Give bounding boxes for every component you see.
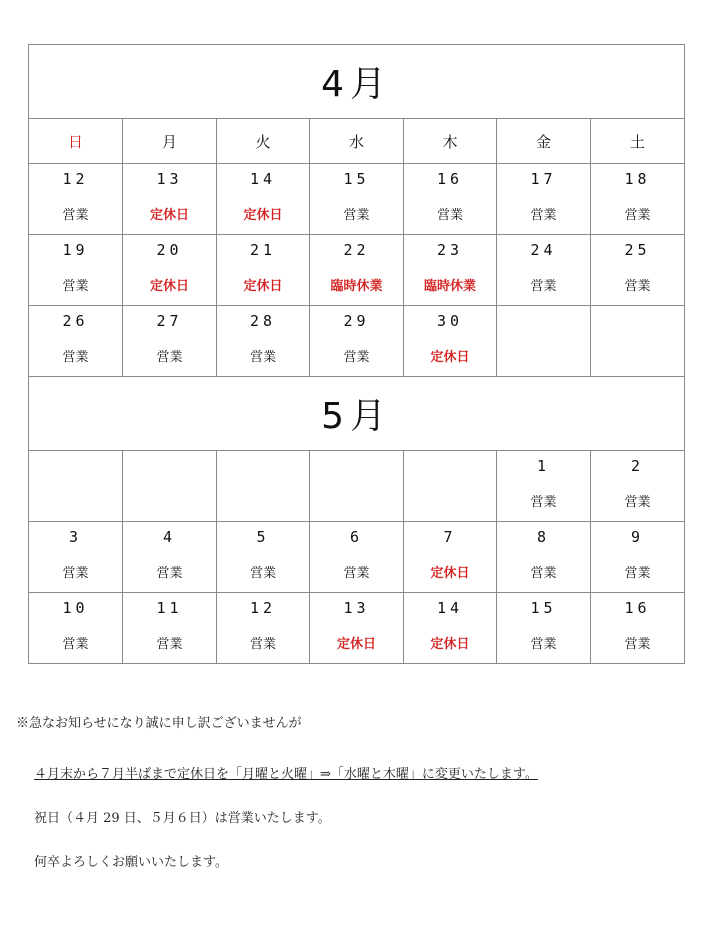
- week-row: [29, 593, 685, 664]
- day-status: 臨時休業: [330, 279, 383, 294]
- weekday-header: 土: [591, 119, 685, 164]
- day-cell: [29, 306, 123, 377]
- day-cell: [404, 522, 497, 593]
- day-number: 14: [436, 599, 464, 617]
- day-cell: [310, 235, 404, 306]
- day-number: 21: [249, 241, 277, 259]
- day-cell: [591, 451, 685, 522]
- day-number: 29: [343, 312, 370, 330]
- day-number: 24: [530, 241, 557, 259]
- day-number: 6: [349, 528, 364, 546]
- day-number: 2: [631, 457, 645, 475]
- day-status: 営業: [624, 566, 651, 581]
- day-number: 20: [156, 241, 183, 259]
- day-number: 17: [530, 170, 557, 188]
- day-status: 定休日: [243, 279, 283, 294]
- notice-line-apology: ※急なお知らせになり誠に申し訳ございませんが: [16, 716, 302, 731]
- day-number: 30: [436, 312, 464, 330]
- day-status: 定休日: [149, 279, 189, 294]
- day-cell: [404, 306, 497, 377]
- day-status: 営業: [530, 566, 557, 581]
- month-title-april: 4月: [29, 45, 685, 119]
- day-cell: [310, 593, 404, 664]
- day-status: 営業: [62, 637, 89, 652]
- week-row: [29, 235, 685, 306]
- day-status: 営業: [624, 637, 651, 652]
- day-status: 営業: [156, 350, 183, 365]
- day-status: 営業: [530, 637, 557, 652]
- day-number: 19: [62, 241, 89, 259]
- day-number: 12: [249, 599, 277, 617]
- day-cell: [497, 451, 591, 522]
- day-number: 4: [162, 528, 177, 546]
- day-cell: [310, 306, 404, 377]
- day-number: 13: [156, 170, 183, 188]
- day-number: 15: [343, 170, 370, 188]
- day-cell: [591, 235, 685, 306]
- day-status: 営業: [624, 208, 651, 223]
- day-cell: [217, 593, 310, 664]
- week-row: [29, 164, 685, 235]
- day-cell: [591, 164, 685, 235]
- day-cell: [404, 451, 497, 522]
- day-cell: [123, 235, 217, 306]
- week-row: [29, 306, 685, 377]
- april-weeks: [29, 164, 685, 377]
- day-number: 10: [62, 599, 89, 617]
- day-status: 営業: [156, 566, 183, 581]
- day-cell: [29, 164, 123, 235]
- day-cell: [591, 522, 685, 593]
- notice-line-change: ４月末から７月半ばまで定休日を「月曜と火曜」⇒「水曜と木曜」に変更いたします。: [34, 767, 538, 782]
- day-number: 18: [624, 170, 651, 188]
- day-number: 14: [249, 170, 277, 188]
- day-cell: [123, 593, 217, 664]
- day-status: 営業: [436, 208, 463, 223]
- day-status: 営業: [249, 637, 276, 652]
- day-status: 営業: [62, 350, 89, 365]
- day-cell: [497, 164, 591, 235]
- day-cell: [29, 522, 123, 593]
- day-cell: [497, 593, 591, 664]
- notice-line-closing: 何卒よろしくお願いいたします。: [34, 855, 228, 870]
- day-status: 営業: [62, 208, 89, 223]
- day-cell: [404, 593, 497, 664]
- day-status: 臨時休業: [423, 279, 476, 294]
- day-status: 定休日: [430, 350, 470, 365]
- weekday-header-row: [29, 119, 685, 164]
- day-cell: [29, 593, 123, 664]
- day-number: 23: [436, 241, 464, 259]
- day-number: 13: [343, 599, 370, 617]
- april-section: [29, 45, 685, 164]
- day-cell: [123, 451, 217, 522]
- day-cell: [310, 451, 404, 522]
- day-status: 営業: [62, 279, 89, 294]
- day-status: 営業: [249, 350, 276, 365]
- day-cell: [310, 164, 404, 235]
- day-cell: [217, 306, 310, 377]
- day-status: 営業: [249, 566, 276, 581]
- day-status: 営業: [343, 566, 370, 581]
- day-number: 27: [156, 312, 183, 330]
- day-cell: [217, 451, 310, 522]
- day-number: 9: [631, 528, 645, 546]
- day-status: 営業: [530, 495, 557, 510]
- day-cell: [497, 306, 591, 377]
- day-number: 25: [624, 241, 651, 259]
- day-cell: [404, 235, 497, 306]
- business-calendar: [28, 44, 685, 664]
- weekday-header: 月: [123, 119, 217, 164]
- notice-line-holidays: 祝日（４月 29 日、５月６日）は営業いたします。: [34, 811, 331, 826]
- day-number: 16: [624, 599, 651, 617]
- day-cell: [591, 593, 685, 664]
- day-cell: [591, 306, 685, 377]
- day-status: 営業: [624, 279, 651, 294]
- day-status: 定休日: [336, 637, 376, 652]
- weekday-header: 水: [310, 119, 404, 164]
- weekday-header: 日: [29, 119, 123, 164]
- day-status: 定休日: [430, 566, 470, 581]
- day-number: 15: [530, 599, 557, 617]
- day-cell: [497, 522, 591, 593]
- day-number: 8: [536, 528, 551, 546]
- weekday-header: 火: [217, 119, 310, 164]
- day-cell: [217, 164, 310, 235]
- week-row: [29, 451, 685, 522]
- day-number: 5: [256, 528, 270, 546]
- may-weeks: [29, 451, 685, 664]
- day-cell: [123, 306, 217, 377]
- day-number: 26: [62, 312, 89, 330]
- day-status: 定休日: [430, 637, 470, 652]
- day-status: 営業: [343, 350, 370, 365]
- day-number: 7: [443, 528, 457, 546]
- day-status: 定休日: [149, 208, 189, 223]
- day-cell: [123, 164, 217, 235]
- day-number: 1: [536, 457, 551, 475]
- day-cell: [217, 522, 310, 593]
- may-section: [29, 377, 685, 451]
- day-status: 営業: [530, 208, 557, 223]
- weekday-header: 金: [497, 119, 591, 164]
- day-cell: [217, 235, 310, 306]
- day-number: 16: [436, 170, 464, 188]
- weekday-header: 木: [404, 119, 497, 164]
- day-status: 営業: [62, 566, 89, 581]
- day-number: 11: [156, 599, 183, 617]
- day-number: 22: [343, 241, 370, 259]
- day-number: 12: [62, 170, 89, 188]
- day-status: 営業: [156, 637, 183, 652]
- day-number: 3: [68, 528, 83, 546]
- day-status: 営業: [530, 279, 557, 294]
- day-status: 営業: [343, 208, 370, 223]
- day-cell: [29, 235, 123, 306]
- day-cell: [404, 164, 497, 235]
- week-row: [29, 522, 685, 593]
- day-cell: [310, 522, 404, 593]
- month-title-may: 5月: [29, 377, 685, 451]
- day-number: 28: [249, 312, 277, 330]
- day-cell: [29, 451, 123, 522]
- day-cell: [123, 522, 217, 593]
- day-cell: [497, 235, 591, 306]
- day-status: 定休日: [243, 208, 283, 223]
- day-status: 営業: [624, 495, 651, 510]
